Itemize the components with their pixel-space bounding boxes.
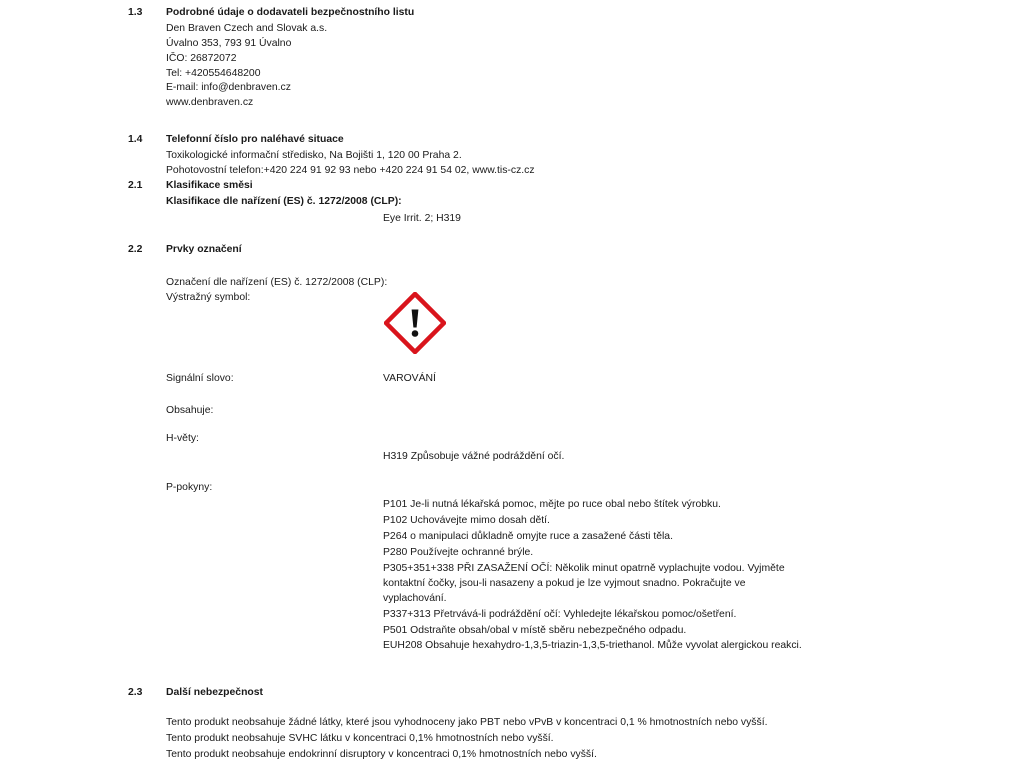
label-signal-word: Signální slovo:	[166, 373, 234, 384]
p-statement-p305-line-2: kontaktní čočky, jsou-li nasazeny a pokud je lze vyjmout snadno. Pokračujte ve	[383, 578, 746, 589]
signal-word-value: VAROVÁNÍ	[383, 373, 436, 384]
p-statement-p337: P337+313 Přetrvává-li podráždění očí: Vyhledejte lékařskou pomoc/ošetření.	[383, 609, 737, 620]
label-regulation: Označení dle nařízení (ES) č. 1272/2008 (CLP):	[166, 277, 388, 288]
classification-value: Eye Irrit. 2; H319	[383, 213, 461, 224]
section-number-2-3: 2.3	[128, 687, 143, 698]
other-hazards-endocrine: Tento produkt neobsahuje endokrinní disruptory v koncentraci 0,1% hmotnostních nebo vyšší.	[166, 749, 597, 760]
other-hazards-pbt: Tento produkt neobsahuje žádné látky, které jsou vyhodnoceny jako PBT nebo vPvB v koncentraci 0,1 % hmotnostních nebo vyšší.	[166, 717, 768, 728]
h-statement-h319: H319 Způsobuje vážné podráždění očí.	[383, 451, 565, 462]
supplier-email: E-mail: info@denbraven.cz	[166, 82, 291, 93]
label-h-statements: H-věty:	[166, 433, 199, 444]
p-statement-p501: P501 Odstraňte obsah/obal v místě sběru nebezpečného odpadu.	[383, 625, 687, 636]
section-number-2-2: 2.2	[128, 244, 143, 255]
supplier-address: Úvalno 353, 793 91 Úvalno	[166, 38, 292, 49]
emergency-center: Toxikologické informační středisko, Na Bojišti 1, 120 00 Praha 2.	[166, 150, 462, 161]
label-p-statements: P-pokyny:	[166, 482, 213, 493]
section-number-1-4: 1.4	[128, 134, 143, 145]
section-title-label-elements: Prvky označení	[166, 244, 242, 255]
exclamation-mark-pictogram-icon	[384, 292, 446, 354]
p-statement-p102: P102 Uchovávejte mimo dosah dětí.	[383, 515, 550, 526]
section-title-emergency-phone: Telefonní číslo pro naléhavé situace	[166, 134, 344, 145]
section-title-supplier: Podrobné údaje o dodavateli bezpečnostního listu	[166, 7, 415, 18]
section-title-other-hazards: Další nebezpečnost	[166, 687, 264, 698]
p-statement-p305-line-3: vyplachování.	[383, 593, 447, 604]
pictogram-exclamation-dot	[412, 330, 419, 337]
section-number-2-1: 2.1	[128, 180, 143, 191]
label-contains: Obsahuje:	[166, 405, 214, 416]
supplier-ico: IČO: 26872072	[166, 53, 237, 64]
label-warning-symbol: Výstražný symbol:	[166, 292, 251, 303]
supplier-website: www.denbraven.cz	[166, 97, 254, 108]
section-title-classification: Klasifikace směsi	[166, 180, 253, 191]
classification-regulation-label: Klasifikace dle nařízení (ES) č. 1272/2008 (CLP):	[166, 196, 402, 207]
p-statement-p305-line-1: P305+351+338 PŘI ZASAŽENÍ OČÍ: Několik minut opatrně vyplachujte vodou. Vyjměte	[383, 563, 785, 574]
p-statement-p264: P264 o manipulaci důkladně omyjte ruce a zasažené části těla.	[383, 531, 673, 542]
p-statement-euh208: EUH208 Obsahuje hexahydro-1,3,5-triazin-1,3,5-triethanol. Může vyvolat alergickou reakci.	[383, 640, 802, 651]
other-hazards-svhc: Tento produkt neobsahuje SVHC látku v koncentraci 0,1% hmotnostních nebo vyšší.	[166, 733, 554, 744]
emergency-phone-line: Pohotovostní telefon:+420 224 91 92 93 nebo +420 224 91 54 02, www.tis-cz.cz	[166, 165, 535, 176]
supplier-company: Den Braven Czech and Slovak a.s.	[166, 23, 328, 34]
section-number-1-3: 1.3	[128, 7, 143, 18]
p-statement-p101: P101 Je-li nutná lékařská pomoc, mějte po ruce obal nebo štítek výrobku.	[383, 499, 721, 510]
supplier-phone: Tel: +420554648200	[166, 68, 261, 79]
p-statement-p280: P280 Používejte ochranné brýle.	[383, 547, 534, 558]
